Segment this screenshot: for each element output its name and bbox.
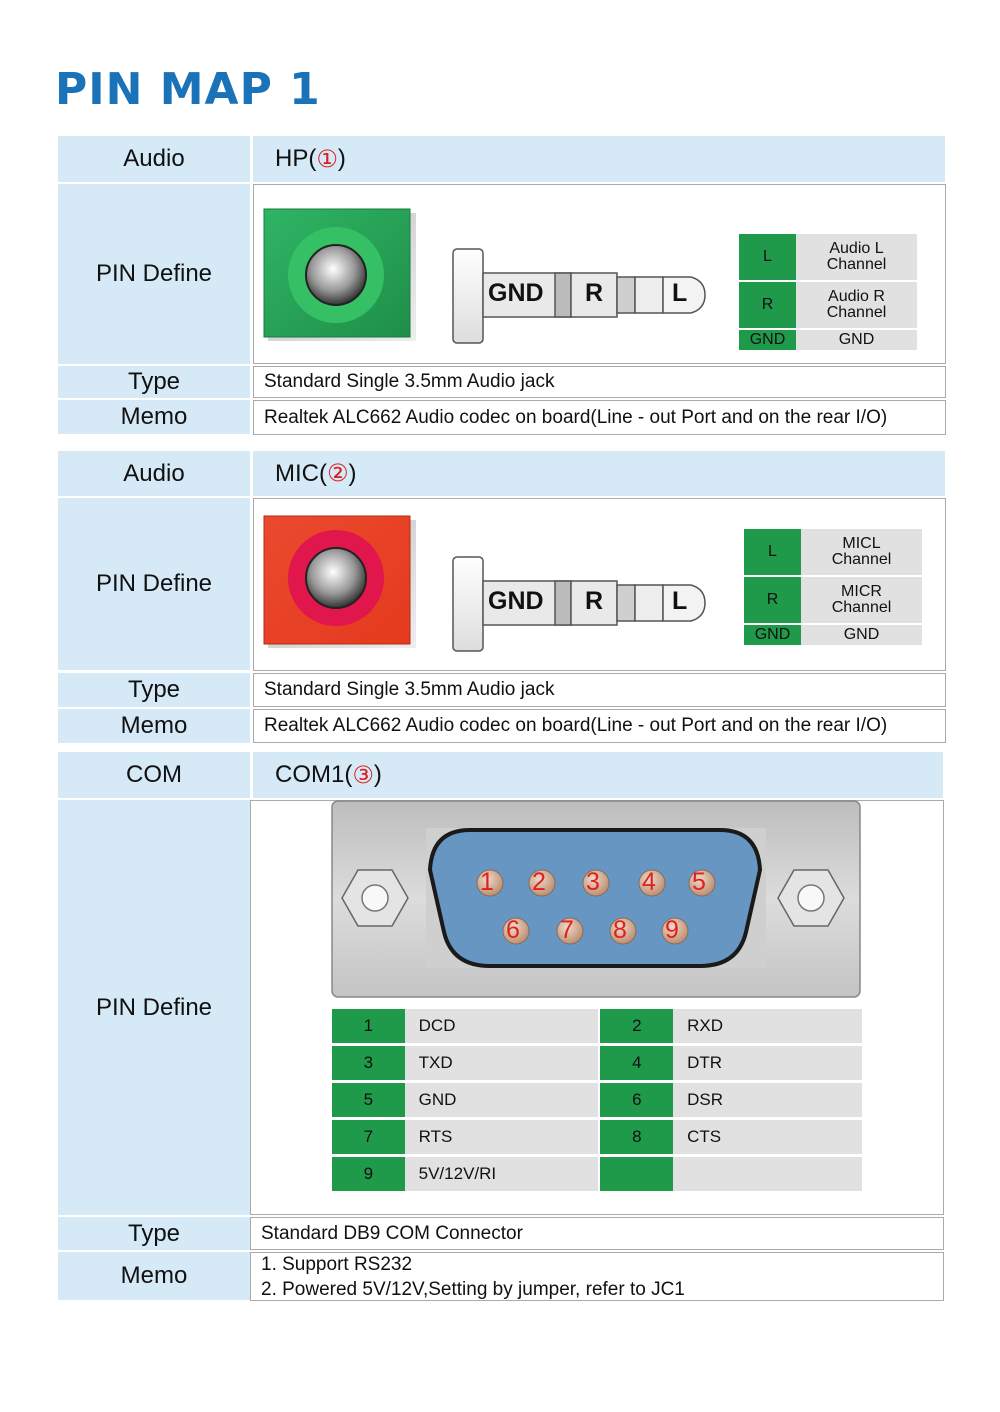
table-row [332, 1120, 862, 1154]
hp-type-value: Standard Single 3.5mm Audio jack [253, 366, 946, 398]
com-name-close: ) [373, 761, 382, 788]
hp-signal-r [796, 282, 917, 328]
table-row [739, 282, 917, 328]
mic-name-close: ) [348, 459, 357, 487]
hp-signal-r-line2: Channel [826, 304, 887, 321]
com-pin-signal: CTS [673, 1120, 862, 1154]
com-pin-signal: RTS [405, 1120, 598, 1154]
com-pin-number [600, 1157, 673, 1191]
hp-signal-r-line1: Audio R [828, 288, 885, 305]
db9-connector-image [330, 800, 864, 1000]
mic-signal-l-line2: Channel [831, 551, 892, 568]
hp-signal-l-line1: Audio L [829, 240, 884, 257]
table-row [332, 1046, 862, 1080]
mic-pin-l: L [744, 529, 801, 575]
hp-type-label: Type [58, 366, 250, 398]
mic-pin-define-label: PIN Define [58, 498, 250, 670]
hp-pin-l: L [739, 234, 796, 280]
hp-name-close: ) [337, 145, 346, 172]
hp-signal-l-line2: Channel [826, 256, 887, 273]
mic-pin-table [744, 527, 922, 647]
com-memo-line-2: 2. Powered 5V/12V,Setting by jumper, refer to JC1 [261, 1278, 685, 1300]
hp-pin-gnd: GND [739, 330, 796, 350]
hp-category-label: Audio [58, 136, 250, 182]
com-header [253, 752, 943, 798]
mic-plug-l-label: L [672, 587, 688, 615]
page-title: PIN MAP 1 [55, 64, 321, 115]
mic-signal-gnd: GND [801, 625, 922, 645]
mic-memo-value: Realtek ALC662 Audio codec on board(Line - out Port and on the rear I/O) [253, 709, 946, 743]
com-pin-signal: TXD [405, 1046, 598, 1080]
com-category-label: COM [58, 752, 250, 798]
hp-memo-label: Memo [58, 400, 250, 434]
com-pin-signal: 5V/12V/RI [405, 1157, 598, 1191]
table-row [744, 577, 922, 623]
mic-memo-label: Memo [58, 709, 250, 743]
db9-pin-5-label: 5 [692, 868, 706, 896]
mic-pin-r: R [744, 577, 801, 623]
com-pin-number: 3 [332, 1046, 405, 1080]
com-pin-signal: DSR [673, 1083, 862, 1117]
db9-pin-7-label: 7 [560, 916, 574, 944]
com-circle-number: ③ [352, 761, 374, 789]
com-pin-number: 5 [332, 1083, 405, 1117]
hp-memo-value: Realtek ALC662 Audio codec on board(Line - out Port and on the rear I/O) [253, 400, 946, 435]
table-row [739, 234, 917, 280]
mic-signal-l [801, 529, 922, 575]
com-pin-number: 9 [332, 1157, 405, 1191]
com-type-value: Standard DB9 COM Connector [250, 1217, 944, 1250]
mic-jack-image [262, 514, 417, 649]
com-pin-number: 1 [332, 1009, 405, 1043]
com-memo-line-1: 1. Support RS232 [261, 1253, 413, 1275]
com-pin-table [332, 1006, 862, 1194]
mic-signal-r-line2: Channel [831, 599, 892, 616]
mic-plug-gnd-label: GND [488, 587, 544, 615]
hp-signal-l [796, 234, 917, 280]
com-memo-value [250, 1252, 944, 1301]
db9-pin-4-label: 4 [642, 868, 656, 896]
hp-plug-gnd-label: GND [488, 279, 544, 307]
mic-type-label: Type [58, 673, 250, 707]
com-pin-number: 8 [600, 1120, 673, 1154]
table-row [332, 1083, 862, 1117]
hp-pin-r: R [739, 282, 796, 328]
table-row [744, 625, 922, 645]
com-memo-label: Memo [58, 1252, 250, 1300]
hp-pin-define-label: PIN Define [58, 184, 250, 364]
db9-pin-8-label: 8 [613, 916, 627, 944]
com-pin-signal [673, 1157, 862, 1191]
hp-jack-image [262, 207, 417, 342]
com-pin-signal: DTR [673, 1046, 862, 1080]
db9-pin-9-label: 9 [665, 916, 679, 944]
table-row [332, 1157, 862, 1191]
com-pin-number: 6 [600, 1083, 673, 1117]
com-pin-number: 4 [600, 1046, 673, 1080]
db9-pin-3-label: 3 [586, 868, 600, 896]
hp-header [253, 136, 945, 182]
mic-signal-r [801, 577, 922, 623]
mic-pin-gnd: GND [744, 625, 801, 645]
com-pin-number: 2 [600, 1009, 673, 1043]
table-row [332, 1009, 862, 1043]
mic-circle-number: ② [326, 460, 349, 487]
com-pin-signal: GND [405, 1083, 598, 1117]
mic-type-value: Standard Single 3.5mm Audio jack [253, 673, 946, 707]
com-pin-define-label: PIN Define [58, 800, 250, 1215]
hp-signal-gnd: GND [796, 330, 917, 350]
hp-plug-r-label: R [585, 279, 604, 307]
mic-header [253, 451, 945, 496]
mic-plug-r-label: R [585, 587, 604, 615]
hp-name: HP( [275, 145, 317, 172]
mic-signal-l-line1: MICL [842, 535, 881, 552]
com-name: COM1( [275, 761, 353, 788]
hp-pin-table [739, 232, 917, 352]
table-row [744, 529, 922, 575]
com-pin-signal: RXD [673, 1009, 862, 1043]
com-pin-signal: DCD [405, 1009, 598, 1043]
table-row [739, 330, 917, 350]
com-type-label: Type [58, 1217, 250, 1250]
hp-plug-l-label: L [672, 279, 688, 307]
db9-pin-1-label: 1 [480, 868, 494, 896]
com-pin-number: 7 [332, 1120, 405, 1154]
db9-pin-6-label: 6 [506, 916, 520, 944]
mic-signal-r-line1: MICR [841, 583, 882, 600]
hp-circle-number: ① [316, 145, 338, 173]
db9-pin-2-label: 2 [532, 868, 546, 896]
mic-name: MIC( [275, 459, 327, 487]
mic-category-label: Audio [58, 451, 250, 496]
